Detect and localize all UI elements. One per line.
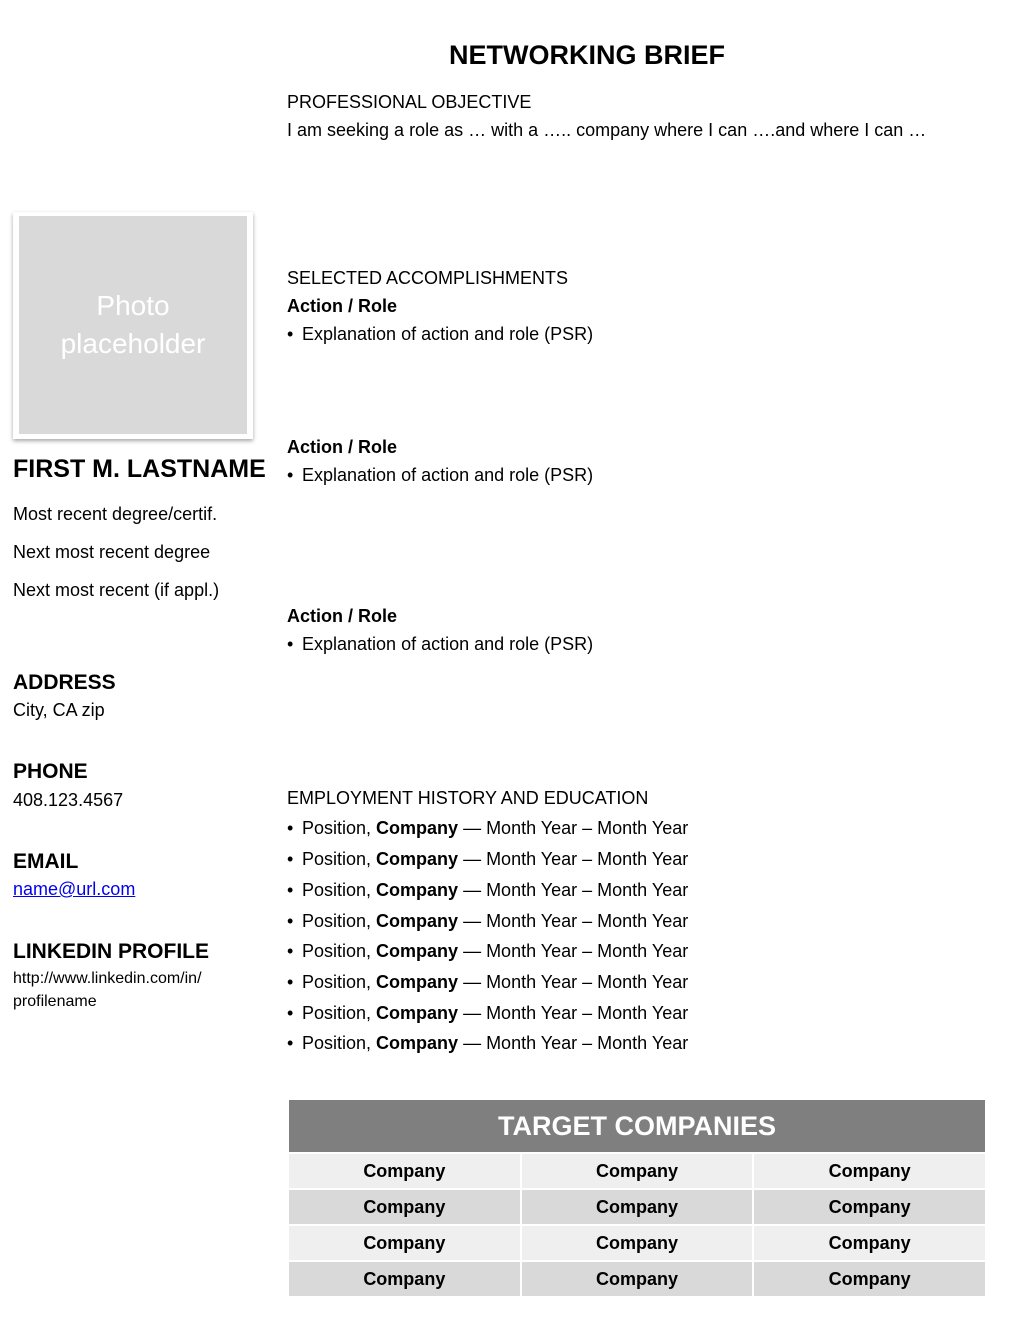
employment-item xyxy=(287,911,688,932)
email-link[interactable]: name@url.com xyxy=(13,879,136,899)
table-row xyxy=(288,1153,986,1189)
employment-company: Company xyxy=(376,818,459,838)
employment-position: Position, xyxy=(302,849,377,869)
bullet-icon: • xyxy=(287,849,294,869)
employment-position: Position, xyxy=(302,941,377,961)
employment-item xyxy=(287,972,688,993)
page-title: NETWORKING BRIEF xyxy=(449,40,725,70)
bullet-icon: • xyxy=(287,1033,294,1053)
table-row xyxy=(288,1261,986,1297)
employment-company: Company xyxy=(376,911,459,931)
bullet-icon: • xyxy=(287,324,294,344)
table-cell[interactable]: Company xyxy=(753,1261,986,1297)
bullet-icon: • xyxy=(287,634,294,654)
employment-company: Company xyxy=(376,972,459,992)
employment-position: Position, xyxy=(302,880,377,900)
table-cell[interactable]: Company xyxy=(288,1261,521,1297)
table-row xyxy=(288,1225,986,1261)
linkedin-url xyxy=(13,967,202,1013)
employment-dates: — Month Year – Month Year xyxy=(458,941,689,961)
photo-frame xyxy=(13,212,253,439)
email-label: EMAIL xyxy=(13,850,79,873)
employment-position: Position, xyxy=(302,972,377,992)
photo-placeholder-line2: placeholder xyxy=(60,328,206,359)
employment-item xyxy=(287,818,688,839)
employment-dates: — Month Year – Month Year xyxy=(458,818,689,838)
target-companies-title: TARGET COMPANIES xyxy=(288,1099,986,1153)
table-cell[interactable]: Company xyxy=(753,1225,986,1261)
linkedin-url-line1: http://www.linkedin.com/in/ xyxy=(13,970,202,987)
bullet-icon: • xyxy=(287,911,294,931)
accomplishment-title: Action / Role xyxy=(287,606,398,626)
phone-value: 408.123.4567 xyxy=(13,790,124,810)
table-row xyxy=(288,1189,986,1225)
accomplishment-bullet xyxy=(287,465,593,486)
table-cell[interactable]: Company xyxy=(753,1189,986,1225)
employment-company: Company xyxy=(376,1033,459,1053)
employment-item xyxy=(287,941,688,962)
table-cell[interactable]: Company xyxy=(521,1261,754,1297)
table-cell[interactable]: Company xyxy=(521,1225,754,1261)
employment-company: Company xyxy=(376,880,459,900)
degree-1: Most recent degree/certif. xyxy=(13,504,218,524)
degree-2: Next most recent degree xyxy=(13,542,211,562)
bullet-icon: • xyxy=(287,880,294,900)
employment-item xyxy=(287,1033,688,1054)
employment-dates: — Month Year – Month Year xyxy=(458,880,689,900)
employment-company: Company xyxy=(376,941,459,961)
phone-label: PHONE xyxy=(13,760,88,783)
employment-dates: — Month Year – Month Year xyxy=(458,1003,689,1023)
employment-dates: — Month Year – Month Year xyxy=(458,1033,689,1053)
photo-placeholder[interactable] xyxy=(19,216,247,434)
employment-position: Position, xyxy=(302,1003,377,1023)
objective-text: I am seeking a role as … with a ….. company where I can ….and where I can … xyxy=(287,120,927,140)
accomplishments-label: SELECTED ACCOMPLISHMENTS xyxy=(287,268,569,288)
accomplishment-text: Explanation of action and role (PSR) xyxy=(302,324,594,344)
accomplishment-title: Action / Role xyxy=(287,437,398,457)
linkedin-label: LINKEDIN PROFILE xyxy=(13,940,210,963)
employment-dates: — Month Year – Month Year xyxy=(458,972,689,992)
profile-name: FIRST M. LASTNAME xyxy=(13,455,266,483)
table-cell[interactable]: Company xyxy=(521,1189,754,1225)
table-cell[interactable]: Company xyxy=(521,1153,754,1189)
employment-dates: — Month Year – Month Year xyxy=(458,849,689,869)
employment-company: Company xyxy=(376,1003,459,1023)
bullet-icon: • xyxy=(287,1003,294,1023)
table-cell[interactable]: Company xyxy=(288,1153,521,1189)
employment-company: Company xyxy=(376,849,459,869)
photo-placeholder-line1: Photo xyxy=(96,290,170,321)
employment-item xyxy=(287,880,688,901)
accomplishment-text: Explanation of action and role (PSR) xyxy=(302,634,594,654)
bullet-icon: • xyxy=(287,465,294,485)
accomplishment-bullet xyxy=(287,634,593,655)
accomplishment-text: Explanation of action and role (PSR) xyxy=(302,465,594,485)
linkedin-url-line2: profilename xyxy=(13,993,97,1010)
degree-3: Next most recent (if appl.) xyxy=(13,580,220,600)
employment-dates: — Month Year – Month Year xyxy=(458,911,689,931)
employment-position: Position, xyxy=(302,818,377,838)
accomplishment-title: Action / Role xyxy=(287,296,398,316)
address-value: City, CA zip xyxy=(13,700,105,720)
bullet-icon: • xyxy=(287,941,294,961)
objective-label: PROFESSIONAL OBJECTIVE xyxy=(287,92,532,112)
table-cell[interactable]: Company xyxy=(288,1189,521,1225)
target-companies-table xyxy=(287,1098,987,1298)
employment-label: EMPLOYMENT HISTORY AND EDUCATION xyxy=(287,788,649,808)
table-cell[interactable]: Company xyxy=(753,1153,986,1189)
employment-item xyxy=(287,1003,688,1024)
employment-position: Position, xyxy=(302,1033,377,1053)
address-label: ADDRESS xyxy=(13,671,116,694)
employment-item xyxy=(287,849,688,870)
employment-position: Position, xyxy=(302,911,377,931)
accomplishment-bullet xyxy=(287,324,593,345)
bullet-icon: • xyxy=(287,818,294,838)
bullet-icon: • xyxy=(287,972,294,992)
table-cell[interactable]: Company xyxy=(288,1225,521,1261)
